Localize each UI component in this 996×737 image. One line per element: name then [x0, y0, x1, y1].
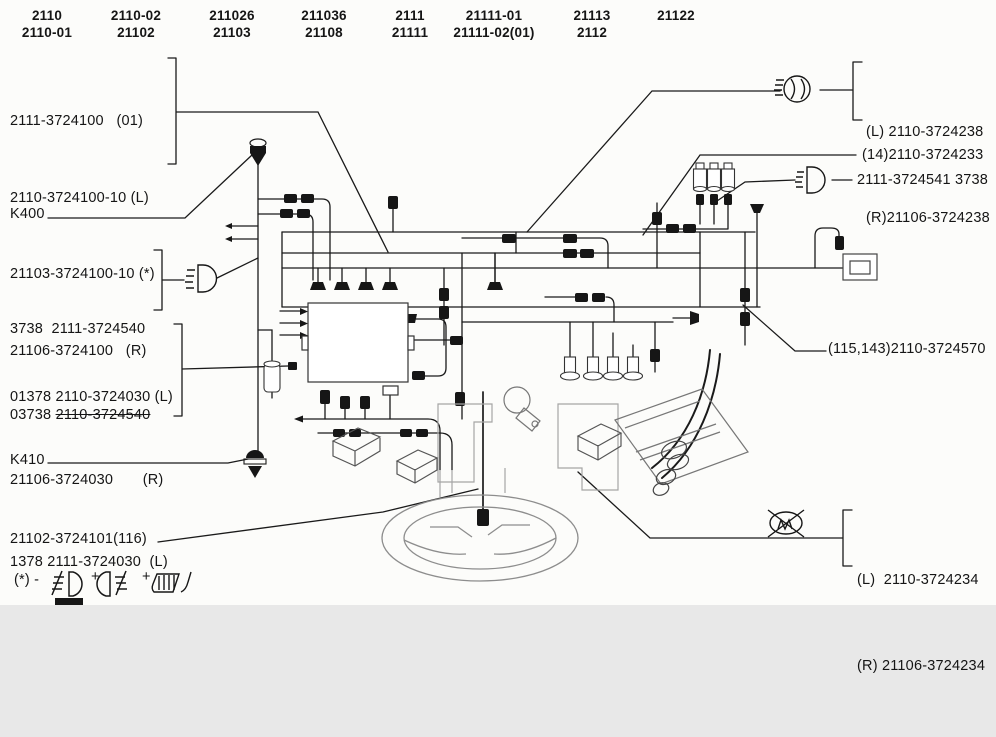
model-column-6: 21111-01 21111-02(01): [453, 8, 535, 40]
bulb-sockets: [561, 357, 643, 380]
steering-hub-connector: [477, 509, 489, 526]
model-column-7: 21113 2112: [573, 8, 611, 40]
label-harness: 21102-3724101(116): [10, 531, 147, 547]
leader-group-3724234: [578, 472, 852, 566]
label-k410: K410: [10, 452, 45, 468]
struck-part-number: 2110-3724540: [55, 406, 151, 423]
legend-plus-1: +: [91, 569, 100, 585]
model-column-3: 211026 21103: [209, 8, 255, 40]
bulb-holder: [651, 438, 690, 498]
model-column-5: 2111 21111: [391, 8, 429, 40]
label-3724541: 2111-3724541 3738: [857, 172, 989, 188]
label-3724233: (14)2110-3724233: [862, 147, 984, 163]
legend-prefix: (*) -: [14, 572, 40, 588]
leader-3724233: [643, 155, 856, 235]
model-column-1: 2110 2110-01: [21, 8, 73, 40]
model-column-2: 2110-02 21102: [110, 8, 162, 40]
steering-wheel: [382, 495, 578, 581]
leader-group-3724100: [168, 58, 388, 252]
motor-crossed-icon: [768, 510, 804, 537]
ignition-switch: [504, 387, 540, 431]
label-group-3724030: 01378 2110-3724030 (L) 21106-3724030 (R) 1378 2111-3724030 (L): [10, 389, 173, 570]
fuse-relay-box: [302, 303, 414, 395]
model-column-4: 211036 21108: [301, 8, 347, 40]
label-3724570: (115,143)2110-3724570: [828, 341, 986, 357]
label-group-3724100: 2111-3724100 (01) 2110-3724100-10 (L) 21103-3724100-10 (*) 21106-3724100 (R): [10, 113, 155, 359]
label-k400: K400: [10, 206, 45, 222]
label-group-3724234: (L) 2110-3724234 (R) 21106-3724234: [857, 572, 986, 674]
model-column-8: 21122: [657, 8, 695, 23]
ground-point-k400: [250, 139, 266, 166]
leader-group-3724540: [154, 250, 258, 310]
inline-component: [264, 361, 280, 392]
rear-lamp-panel: [615, 389, 748, 498]
fog-lamp-icon: [185, 265, 217, 292]
leader-group-3724238: [527, 62, 862, 232]
connectors: [55, 194, 844, 605]
label-group-3724238: (L) 2110-3724238 (R)21106-3724238: [866, 124, 990, 226]
headlight-washer-icon: [774, 76, 810, 102]
leader-harness-label: [158, 489, 478, 542]
legend-plus-2: +: [142, 569, 151, 585]
lamp-sockets: [694, 163, 735, 192]
leader-3724570: [743, 305, 826, 351]
ground-point-k410: [244, 450, 266, 478]
fog-lamp-icon-right: [795, 167, 825, 193]
label-group-3724540: 3738 2111-3724540 03738 2110-3724540: [10, 321, 151, 423]
